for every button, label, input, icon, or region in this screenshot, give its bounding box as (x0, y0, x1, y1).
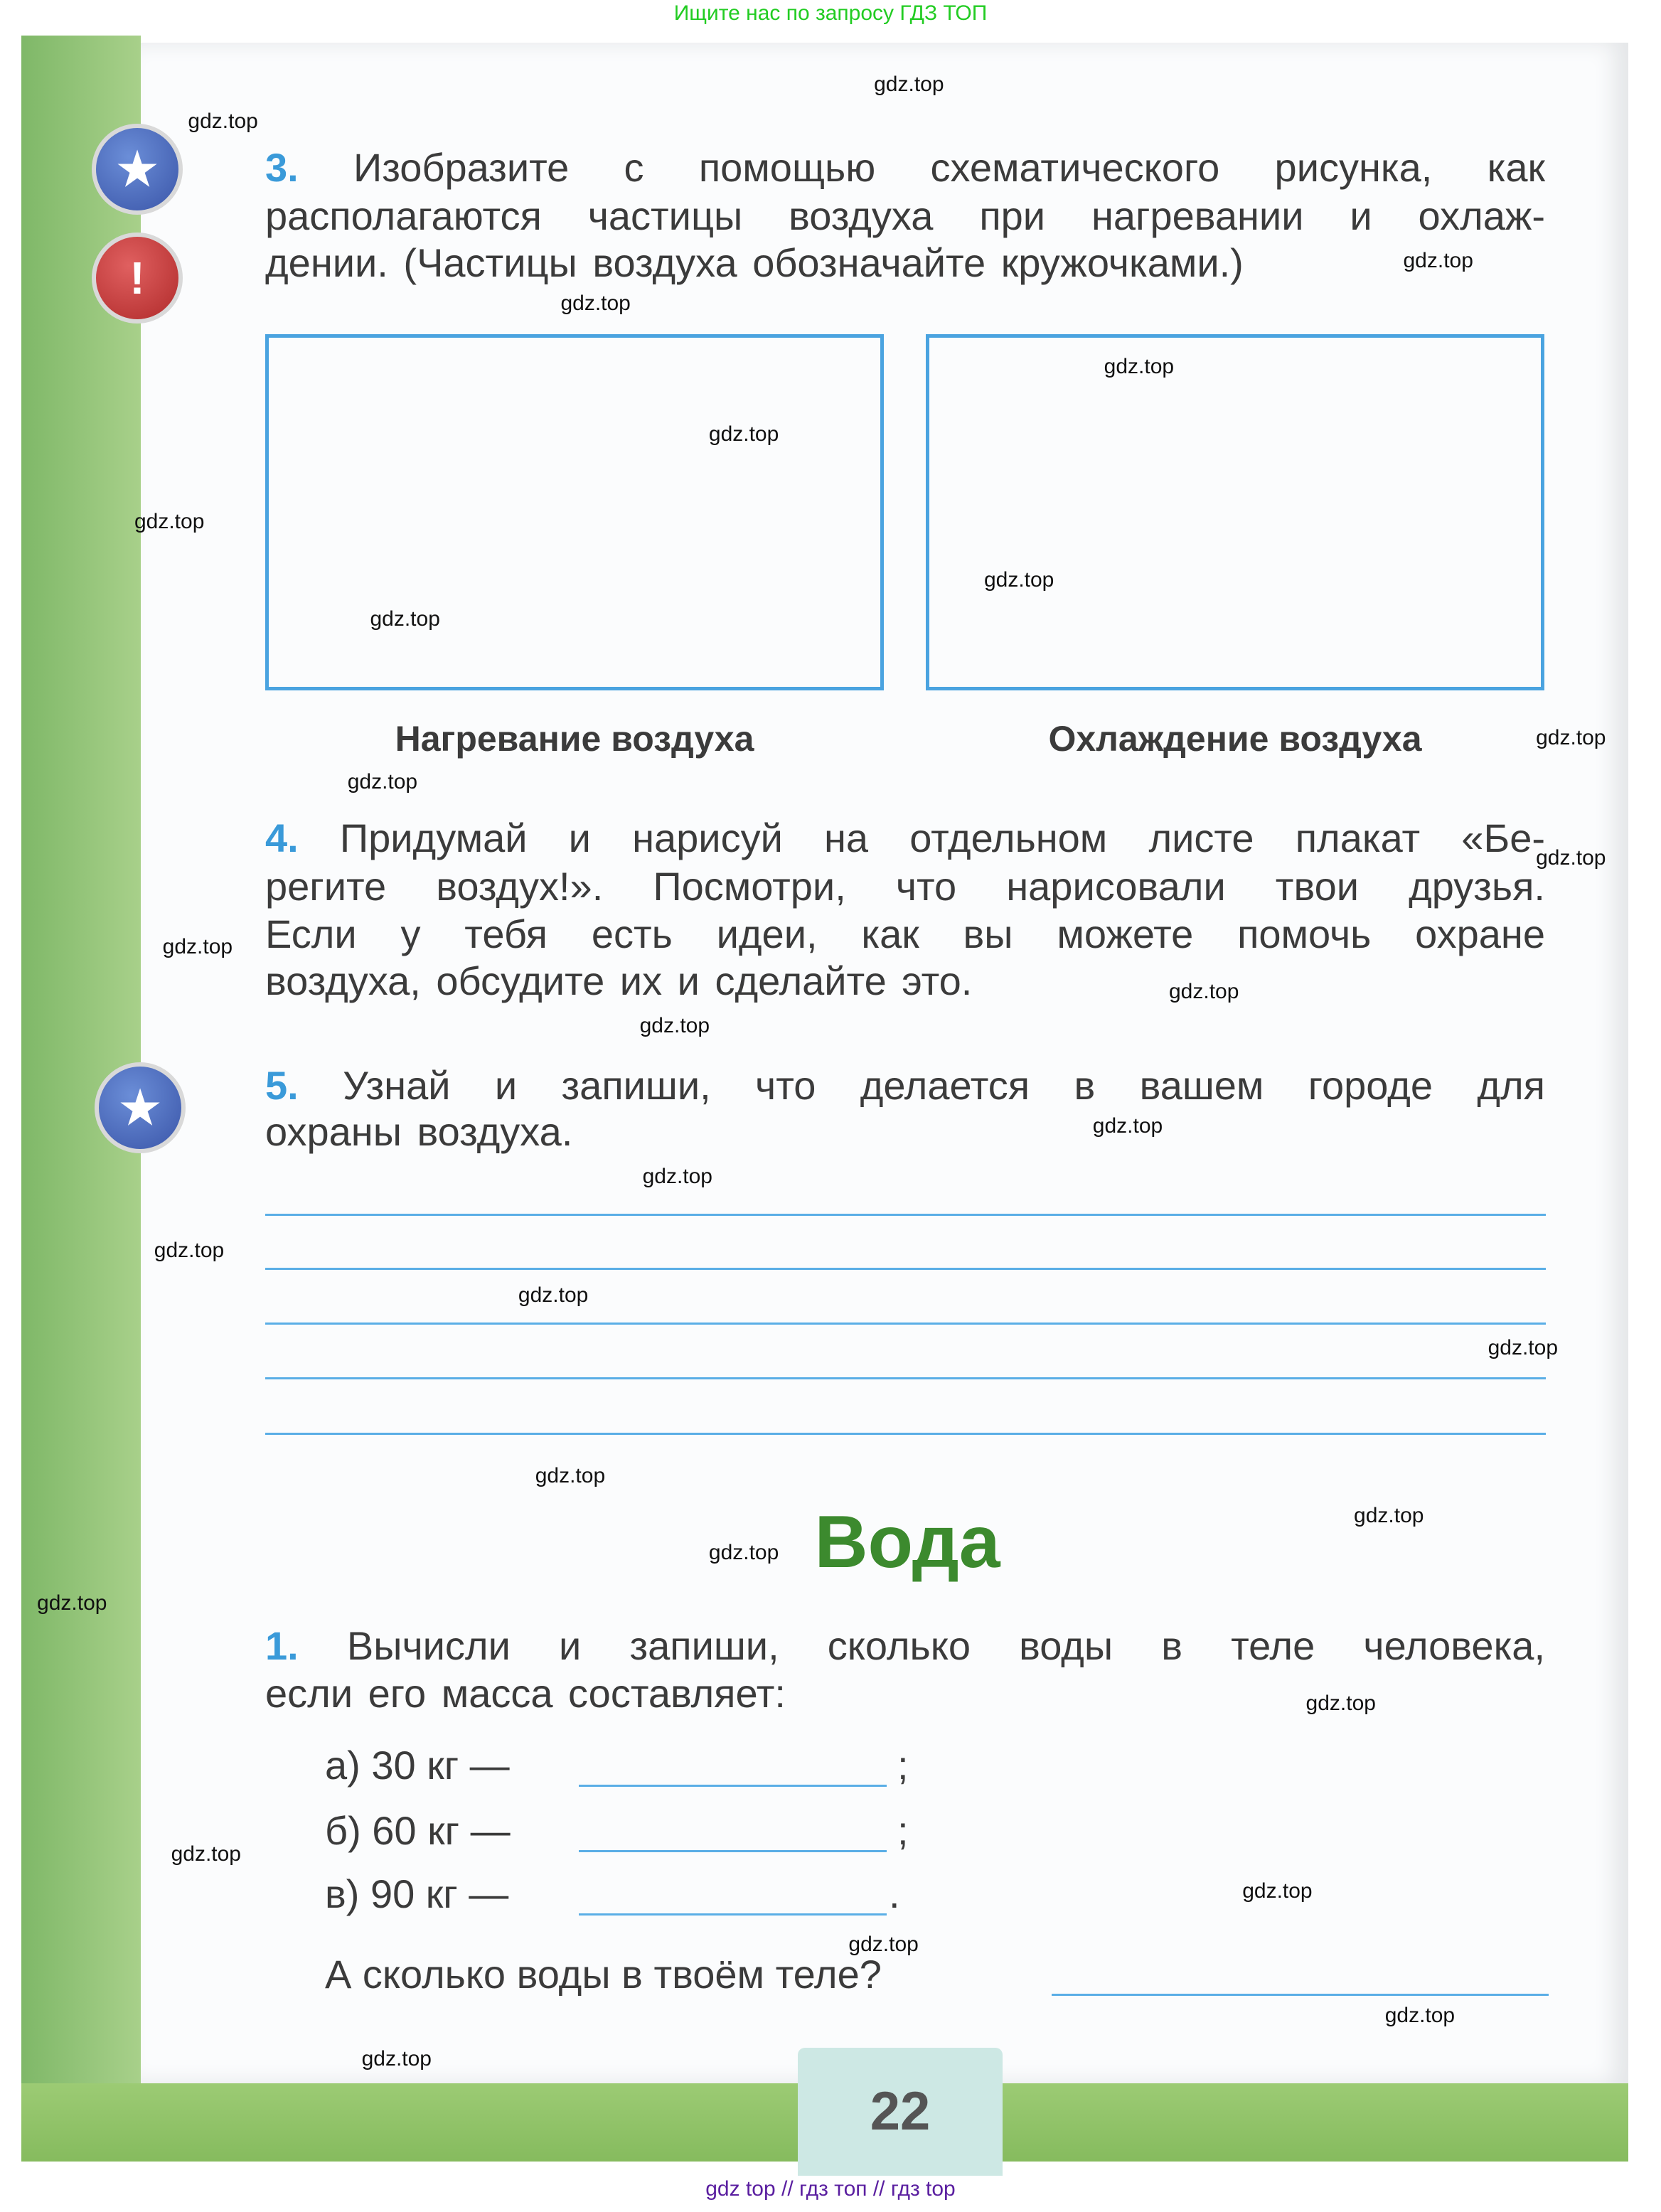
item-c-end: . (889, 1871, 900, 1916)
watermark: gdz.top (1488, 1335, 1559, 1359)
watermark: gdz.top (347, 769, 418, 794)
watermark: gdz.top (370, 607, 440, 631)
watermark: gdz.top (1242, 1879, 1313, 1903)
task3-line: располагаются частицы воздуха при нагревании и охлаж- (265, 193, 1545, 238)
answer-line[interactable] (265, 1377, 1546, 1379)
task4-line: воздуха, обсудите их и сделайте это. (265, 958, 973, 1003)
watermark: gdz.top (874, 73, 944, 97)
watermark: gdz.top (1536, 726, 1606, 750)
watermark: gdz.top (1354, 1503, 1424, 1527)
answer-line[interactable] (265, 1268, 1546, 1270)
page-number: 22 (798, 2048, 1003, 2176)
item-a-label: а) 30 кг — (325, 1743, 510, 1788)
item-b-end: ; (897, 1808, 909, 1853)
heating-caption: Нагревание воздуха (395, 719, 754, 759)
task3-line: 3. Изобразите с помощью схематического рисунка, как (265, 145, 1545, 190)
heating-drawing-box[interactable] (265, 334, 884, 690)
watermark: gdz.top (162, 934, 233, 958)
answer-line[interactable] (265, 1433, 1546, 1435)
cooling-caption: Охлаждение воздуха (1048, 719, 1422, 759)
task4-line: регите воздух!». Посмотри, что нарисовали твои друзья. (265, 864, 1545, 909)
watermark: gdz.top (708, 1540, 779, 1564)
watermark: gdz.top (361, 2047, 432, 2071)
exclamation-badge-icon: ! (92, 233, 183, 324)
answer-line[interactable] (265, 1323, 1546, 1325)
watermark: gdz.top (1104, 355, 1175, 379)
watermark: gdz.top (1384, 2003, 1456, 2027)
watermark: gdz.top (983, 567, 1054, 592)
watermark: gdz.top (518, 1283, 589, 1308)
watermark: gdz.top (708, 422, 779, 447)
watermark: gdz.top (171, 1842, 242, 1866)
cooling-drawing-box[interactable] (926, 334, 1544, 690)
item-c-answer[interactable] (579, 1913, 887, 1916)
task4-line: 4. Придумай и нарисуй на отдельном листе плакат «Бе- (265, 816, 1545, 860)
watermark: gdz.top (639, 1014, 710, 1038)
task5-line: 5. Узнай и запиши, что делается в вашем городе для (265, 1063, 1545, 1108)
watermark: gdz.top (848, 1933, 919, 1957)
task5-line: охраны воздуха. (265, 1109, 573, 1154)
watermark: gdz.top (535, 1464, 606, 1488)
task4-line: Если у тебя есть идеи, как вы можете помочь охране (265, 912, 1545, 956)
watermark: gdz.top (1092, 1114, 1163, 1138)
watermark: gdz.top (1305, 1691, 1376, 1715)
answer-line[interactable] (265, 1214, 1546, 1216)
watermark: gdz.top (1536, 845, 1606, 870)
search-hint-banner: Ищите нас по запросу ГДЗ ТОП (673, 1, 988, 25)
item-b-label: б) 60 кг — (325, 1808, 511, 1853)
item-b-answer[interactable] (579, 1850, 887, 1852)
own-body-question: А сколько воды в твоём теле? (325, 1952, 882, 1997)
task3-line: дении. (Частицы воздуха обозначайте кружочками.) (265, 240, 1244, 285)
item-a-end: ; (897, 1743, 909, 1788)
water-task1-line: если его масса составляет: (265, 1671, 786, 1716)
watermark: gdz.top (1403, 249, 1473, 273)
star-badge-icon: ★ (95, 1062, 186, 1153)
watermark: gdz.top (154, 1238, 225, 1262)
watermark: gdz.top (134, 510, 205, 534)
item-a-answer[interactable] (579, 1785, 887, 1787)
section-title: Вода (814, 1501, 1000, 1583)
water-task1-line: 1. Вычисли и запиши, сколько воды в теле человека, (265, 1623, 1545, 1668)
footer-note: gdz top // гдз топ // гдз top (705, 2177, 956, 2201)
watermark: gdz.top (188, 109, 258, 133)
own-body-answer[interactable] (1052, 1994, 1549, 1996)
watermark: gdz.top (37, 1591, 107, 1615)
watermark: gdz.top (642, 1165, 713, 1189)
item-c-label: в) 90 кг — (325, 1871, 509, 1916)
stars-badge-icon: ★ (92, 124, 183, 215)
watermark: gdz.top (560, 291, 631, 315)
watermark: gdz.top (1168, 980, 1239, 1004)
